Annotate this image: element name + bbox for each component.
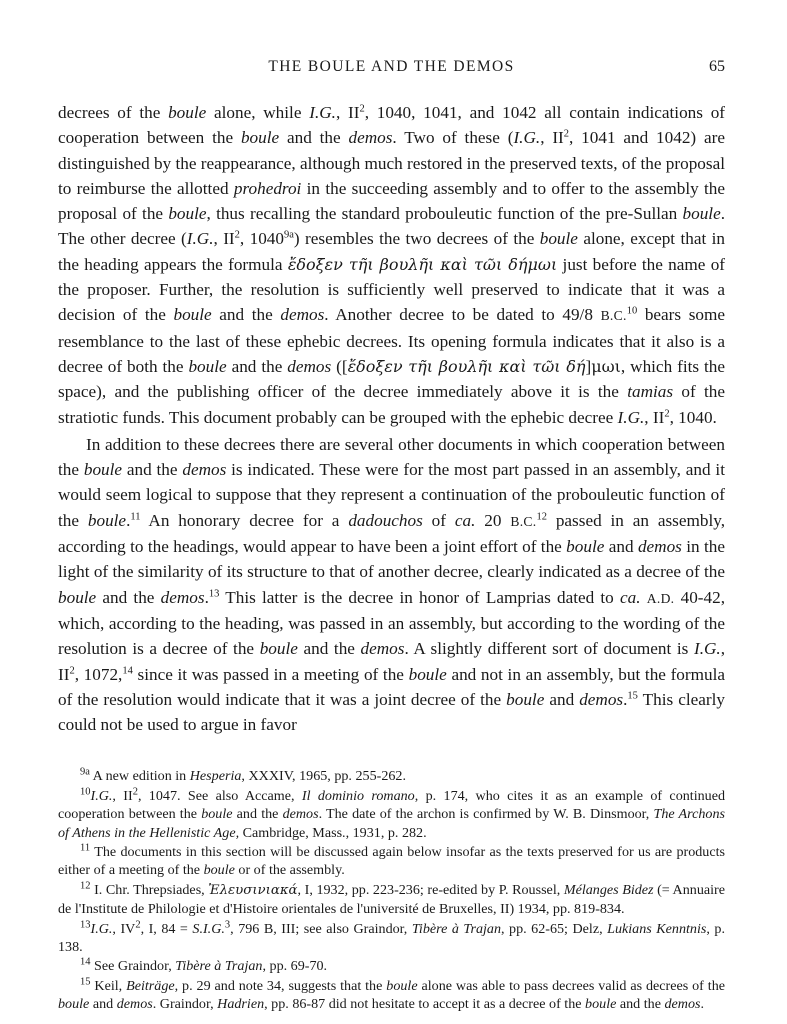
text-run: and the	[96, 587, 161, 607]
italic-term: boule	[201, 806, 233, 823]
text-run: and the	[297, 639, 361, 659]
greek-text: Ἐλευσινιακά	[208, 882, 298, 898]
text-run: or of the assembly.	[234, 862, 345, 879]
text-run: . The date of the archon is confirmed by W. B. Dinsmoor,	[318, 806, 654, 823]
italic-term: Tibère à Trajan	[411, 920, 502, 937]
footnote-ref: 9a	[283, 229, 294, 241]
paragraph-2	[58, 432, 725, 738]
italic-term: Tibère à Trajan	[175, 958, 263, 975]
italic-term: boule	[58, 996, 90, 1013]
italic-term: boule	[259, 639, 298, 659]
text-run: and not in an assembly, but the formula of the resolution would indicate that it was a joint decree of the	[58, 664, 725, 709]
superscript: 2	[135, 918, 141, 930]
italic-term: demos	[116, 996, 153, 1013]
italic-term: demos	[160, 587, 205, 607]
text-run: ) resembles the two decrees of the	[293, 229, 540, 249]
text-run: Cambridge, Mass., 1931, p. 282.	[239, 824, 427, 841]
italic-term: boule	[203, 862, 235, 879]
text-run: . A slightly different sort of document is	[404, 639, 694, 659]
text-run: and the	[232, 806, 283, 823]
text-run: and	[604, 537, 638, 557]
text-run: I. Chr. Threpsiades,	[90, 881, 209, 898]
italic-term: I.G.	[513, 128, 541, 148]
footnote-ref: 15	[627, 690, 638, 702]
footnote-ref: 12	[536, 511, 547, 523]
italic-term: boule	[168, 204, 207, 224]
text-run: .	[126, 510, 131, 530]
italic-term: I.G.	[693, 639, 721, 659]
italic-term: Il dominio romano	[301, 787, 415, 804]
footnote-marker: 14	[80, 956, 91, 968]
superscript: 2	[69, 664, 75, 676]
text-run: , II	[112, 787, 133, 804]
italic-term: Beiträge	[126, 977, 175, 994]
text-run: , 1040, 1041, and 1042 all contain indications of cooperation between the	[58, 103, 726, 148]
italic-term: boule	[240, 128, 280, 148]
superscript: 3	[224, 918, 231, 930]
text-run: just before the name of the proposer. Further, the resolution is sufficiently well preserved to indicate that it was a decision of the	[58, 254, 726, 325]
italic-term: demos	[182, 460, 227, 480]
italic-term: boule	[188, 356, 227, 376]
text-run: , 796 B, III; see also Graindor,	[230, 920, 412, 937]
footnote-13	[58, 920, 725, 957]
page-number: 65	[709, 58, 725, 75]
text-run: , p. 174, who cites it as an example of continued cooperation between the	[58, 787, 726, 823]
text-run: ]	[585, 356, 592, 376]
italic-term: I.G.	[90, 920, 113, 937]
text-run: since it was passed in a meeting of the	[132, 664, 409, 684]
text-run: (= Annuaire de l'Institute de Philologie et d'Histoire orientales de l'université de Bruxelles, II) 1934, pp. 819-834.	[58, 881, 725, 918]
italic-term: S.I.G.	[192, 920, 225, 937]
text-run: Keil,	[90, 977, 127, 994]
footnote-marker: 11	[80, 842, 91, 854]
text-run: .	[204, 587, 209, 607]
footnote-ref: 11	[130, 511, 141, 523]
text-run: , II	[58, 639, 726, 684]
italic-term: demos	[287, 356, 332, 376]
small-caps-era: B.C.	[600, 308, 627, 324]
footnote-marker: 15	[80, 976, 91, 988]
body-text	[58, 100, 725, 737]
text-run: alone, except that in the heading appears the formula	[58, 229, 726, 274]
text-run: , 1047. See also Accame,	[137, 787, 302, 804]
text-run: alone was able to pass decrees valid as decrees of the	[417, 977, 725, 994]
italic-term: boule	[585, 996, 617, 1013]
italic-term: demos	[360, 639, 405, 659]
italic-term: boule	[168, 103, 207, 122]
italic-term: boule	[83, 460, 123, 480]
text-run: , pp. 62-65; Delz,	[501, 920, 608, 937]
footnote-marker: 9a	[80, 766, 90, 778]
superscript: 2	[664, 407, 670, 419]
footnote-11	[58, 843, 725, 880]
italic-term: ca.	[620, 587, 641, 607]
text-run: is indicated. These were for the most part passed in an assembly, and it would seem logical to suppose that they represent a continuation of the probouleutic function of the	[58, 460, 725, 530]
italic-term: I.G.	[309, 103, 336, 122]
text-run: , 1041 and 1042) are distinguished by the reappearance, although much restored in the preserved texts, of the proposal to reimburse the allotted	[58, 128, 725, 198]
text-run: . Two of these (	[392, 128, 514, 148]
text-run: and the	[226, 356, 288, 376]
text-run: bears some resemblance to the last of these ephebic decrees. Its opening formula indicates that it also is a decree of both the	[58, 305, 726, 376]
text-run: decrees of the	[58, 103, 169, 122]
italic-term: Hesperia	[189, 768, 242, 785]
footnote-marker: 10	[80, 786, 91, 798]
text-run: of	[422, 510, 455, 530]
superscript: 2	[234, 229, 240, 241]
italic-term: I.G.	[186, 229, 214, 249]
italic-term: boule	[408, 664, 447, 684]
italic-term: demos	[579, 689, 624, 709]
text-run: passed in an assembly, according to the headings, would appear to have been a joint effort of the	[58, 510, 726, 557]
italic-term: tamias	[627, 382, 674, 402]
text-run: , pp. 86-87 did not hesitate to accept it as a decree of the	[264, 996, 586, 1013]
text-run: See Graindor,	[90, 958, 176, 975]
footnote-marker: 12	[80, 880, 91, 892]
text-run: alone, while	[206, 103, 310, 122]
text-run: and	[544, 689, 580, 709]
greek-text: μωι	[591, 356, 621, 376]
text-run: This latter is the decree in honor of Lamprias dated to	[219, 587, 620, 607]
footnote-12	[58, 881, 725, 919]
italic-term: boule	[566, 537, 605, 557]
italic-term: I.G.	[617, 407, 645, 427]
text-run: and the	[211, 305, 281, 325]
small-caps-era: B.C.	[510, 513, 537, 529]
footnote-14	[58, 957, 725, 975]
footnote-9a	[58, 767, 725, 785]
italic-term: boule	[87, 510, 127, 530]
text-run: . Graindor,	[152, 996, 218, 1013]
text-run: , I, 1932, pp. 223-236; re-edited by P. Roussel,	[297, 881, 564, 898]
greek-text: ἔδοξεν τῆι βουλῆι καὶ τῶι δήμωι	[287, 254, 558, 274]
text-run: , 1040	[239, 229, 284, 249]
running-head	[58, 58, 725, 84]
italic-term: dadouchos	[348, 510, 423, 530]
text-run: and the	[279, 128, 349, 148]
italic-term: boule	[173, 305, 212, 325]
footnote-marker: 13	[80, 918, 91, 930]
footnote-ref: 14	[122, 664, 133, 676]
footnote-15	[58, 977, 725, 1014]
text-run: , II	[335, 103, 360, 122]
text-run: .	[700, 996, 705, 1013]
italic-term: boule	[539, 229, 578, 249]
text-run: 40-42, which, according to the heading, was passed in an assembly, but according to the wording of the resolution is a decree of the	[58, 587, 725, 659]
text-run: and the	[616, 996, 665, 1013]
text-run: , thus recalling the standard probouleutic function of the pre-Sullan	[206, 204, 683, 224]
text-run: of the stratiotic funds. This document probably can be grouped with the ephebic decree	[58, 382, 725, 427]
text-run: , pp. 69-70.	[262, 958, 328, 975]
text-run: This clearly could not be used to argue in favor	[58, 689, 725, 735]
superscript: 2	[132, 786, 138, 798]
footnotes-section	[58, 767, 725, 1013]
text-run: , 1072,	[74, 664, 123, 684]
text-run: , 1040.	[669, 407, 717, 427]
italic-term: demos	[664, 996, 701, 1013]
paragraph-1	[58, 100, 725, 430]
italic-term: Lukians Kenntnis	[607, 920, 707, 937]
small-caps-era: A.D.	[646, 590, 675, 606]
italic-term: I.G.	[90, 787, 113, 804]
text-run: , I, 84 =	[140, 920, 193, 937]
text-run: ([	[331, 356, 348, 376]
italic-term: Hadrien	[217, 996, 265, 1013]
italic-term: boule	[506, 689, 545, 709]
text-run: , XXXIV, 1965, pp. 255-262.	[241, 768, 406, 785]
text-run: , II	[213, 229, 235, 249]
greek-text: ἔδοξεν τῆι βουλῆι καὶ τῶι δή	[347, 356, 586, 376]
text-run: in the succeeding assembly and to offer to the assembly the proposal of the	[58, 178, 725, 224]
italic-term: demos	[282, 806, 319, 823]
text-run: , IV	[112, 920, 136, 937]
text-run: . The other decree (	[58, 204, 725, 249]
text-run: The documents in this section will be discussed again below insofar as the texts preserved for us are products either of a meeting of the	[58, 844, 725, 879]
text-run: .	[623, 689, 628, 709]
text-run: . Another decree to be dated to 49/8	[324, 305, 601, 325]
italic-term: boule	[682, 204, 721, 224]
text-run: in the light of the similarity of its structure to that of another decree, clearly indicated as a decree of the	[58, 537, 725, 582]
italic-term: Mélanges Bidez	[563, 881, 654, 898]
italic-term: demos	[637, 537, 682, 557]
italic-term: boule	[386, 977, 418, 994]
text-run: , II	[540, 128, 564, 148]
italic-term: boule	[58, 587, 97, 607]
italic-term: prohedroi	[233, 178, 302, 198]
italic-term: ca.	[454, 510, 476, 530]
text-run: In addition to these decrees there are several other documents in which cooperation between the	[58, 434, 725, 480]
text-run: , which fits the space), and the publishing officer of the decree immediately above it is the	[58, 356, 725, 402]
text-run: 20	[475, 510, 511, 530]
text-run: and	[89, 996, 117, 1013]
text-run: An honorary decree for a	[140, 510, 349, 530]
italic-term: demos	[280, 305, 325, 325]
footnote-ref: 13	[208, 587, 220, 599]
text-run: , II	[644, 407, 665, 427]
superscript: 2	[359, 103, 365, 115]
page-title: THE BOULE AND THE DEMOS	[268, 58, 515, 75]
italic-term: The Archons of Athens in the Hellenistic Age,	[58, 806, 725, 841]
text-run: A new edition in	[89, 768, 190, 785]
text-run: , p. 29 and note 34, suggests that the	[174, 977, 387, 994]
text-run: , p. 138.	[58, 920, 725, 956]
superscript: 2	[563, 128, 570, 140]
text-run: and the	[122, 460, 183, 480]
footnote-10	[58, 787, 725, 842]
footnote-ref: 10	[626, 305, 638, 317]
italic-term: demos	[348, 128, 393, 148]
